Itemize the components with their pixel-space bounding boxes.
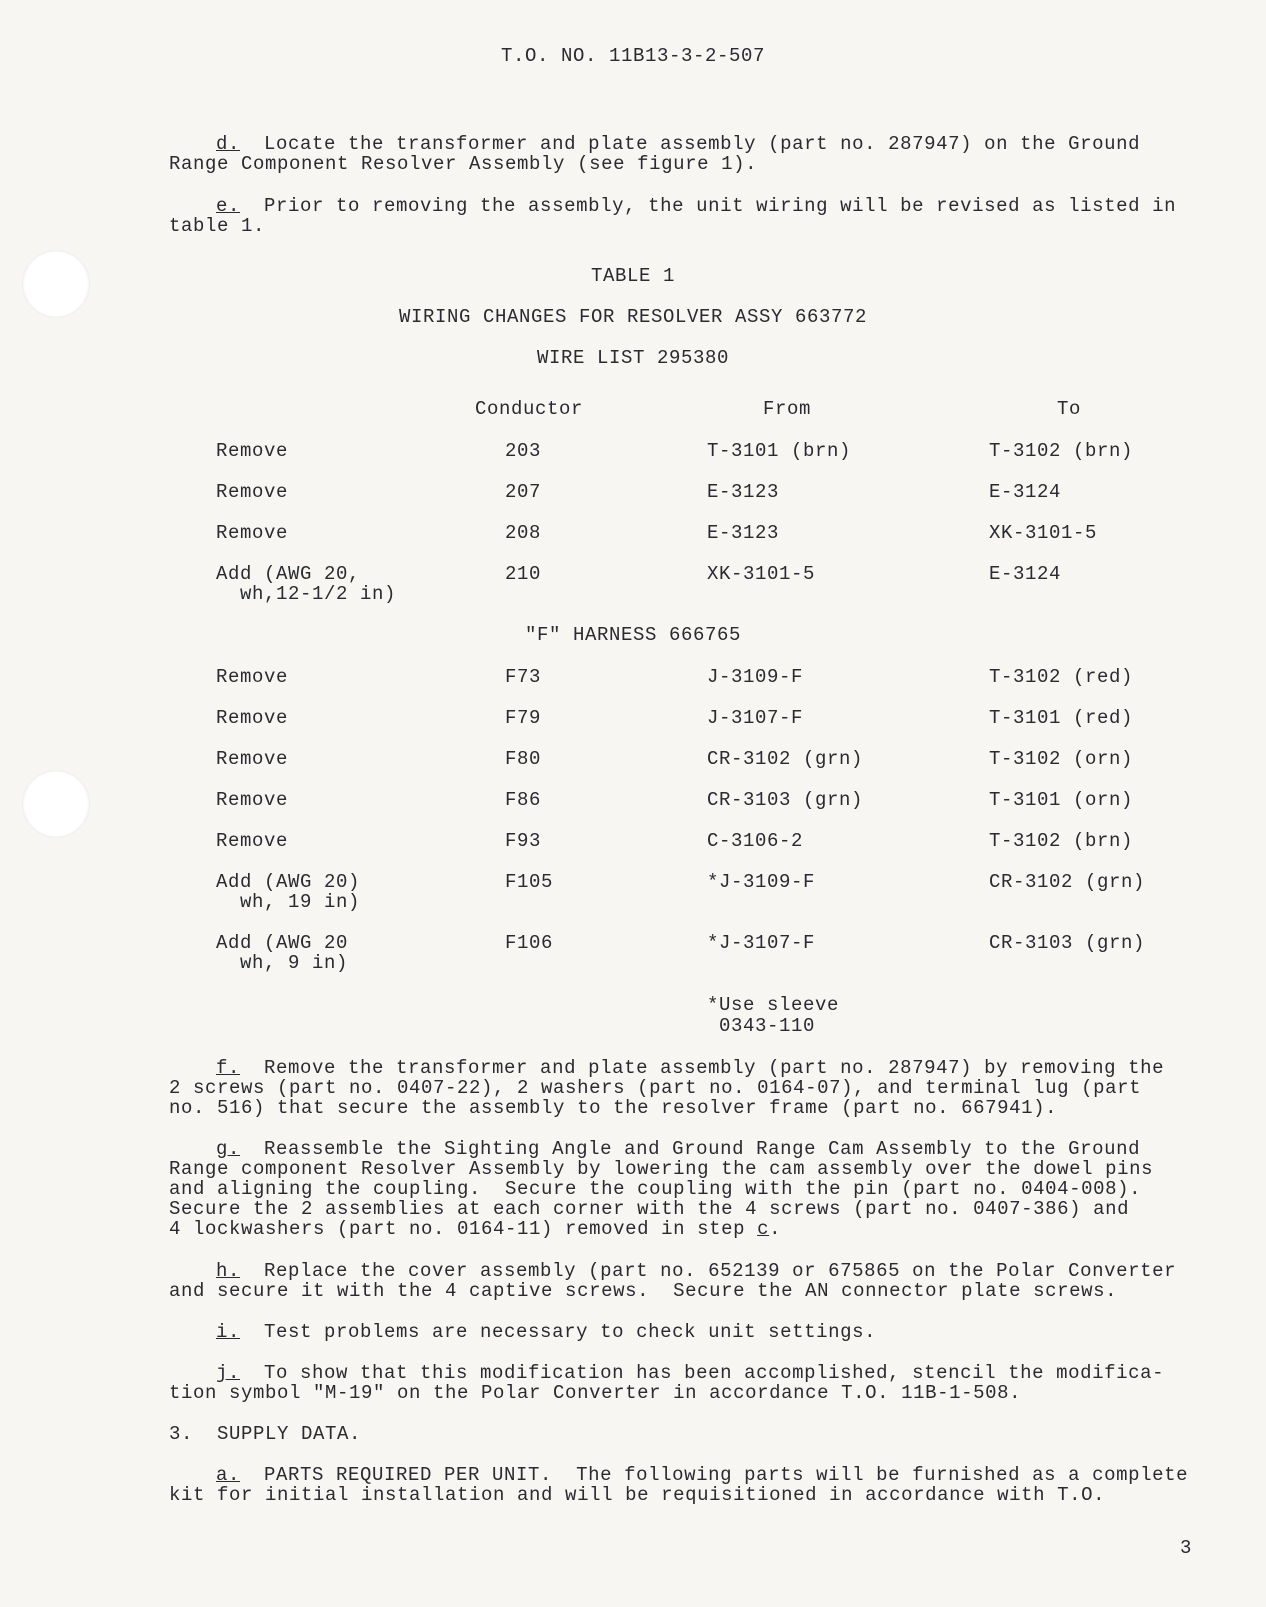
row-from: T-3101 (brn): [707, 440, 852, 462]
para-g-line-3: and aligning the coupling. Secure the coupling with the pin (part no. 0404-008).: [169, 1178, 1142, 1200]
row-action: Remove: [216, 707, 289, 729]
row-conductor: F80: [505, 748, 542, 770]
para-3a-line-2: kit for initial installation and will be requisitioned in accordance with T.O.: [169, 1484, 1106, 1506]
harness-heading: "F" HARNESS 666765: [524, 624, 742, 646]
column-header-to: To: [1057, 398, 1082, 420]
column-header-from: From: [763, 398, 812, 420]
para-d-marker: d.: [216, 133, 241, 155]
para-h-line-1: h. Replace the cover assembly (part no. 652139 or 675865 on the Polar Converter: [216, 1260, 1177, 1282]
para-j-line-1: j. To show that this modification has been accomplished, stencil the modifica-: [216, 1362, 1165, 1384]
para-3a-marker: a.: [216, 1464, 241, 1486]
row-from: *J-3107-F: [707, 932, 816, 954]
row-to: T-3102 (red): [989, 666, 1134, 688]
table-wire-list: WIRE LIST 295380: [536, 347, 730, 369]
row-conductor: F105: [505, 871, 554, 893]
row-action: Remove: [216, 666, 289, 688]
row-to: E-3124: [989, 563, 1062, 585]
row-action: Add (AWG 20): [216, 871, 361, 893]
para-e-marker: e.: [216, 195, 241, 217]
row-conductor: F86: [505, 789, 542, 811]
row-to: T-3101 (red): [989, 707, 1134, 729]
row-conductor: 210: [505, 563, 542, 585]
para-f-line-2: 2 screws (part no. 0407-22), 2 washers (part no. 0164-07), and terminal lug (part: [169, 1077, 1142, 1099]
column-header-conductor: Conductor: [475, 398, 584, 420]
row-conductor: F93: [505, 830, 542, 852]
row-from: *J-3109-F: [707, 871, 816, 893]
para-i-marker: i.: [216, 1321, 241, 1343]
row-action: Remove: [216, 522, 289, 544]
table-footnote-continued: 0343-110: [707, 1015, 816, 1037]
row-from: J-3107-F: [707, 707, 804, 729]
row-action: Add (AWG 20,: [216, 563, 361, 585]
row-from: CR-3102 (grn): [707, 748, 864, 770]
row-to: CR-3103 (grn): [989, 932, 1146, 954]
row-to: T-3102 (brn): [989, 830, 1134, 852]
para-e-line-1: e. Prior to removing the assembly, the unit wiring will be revised as listed in: [216, 195, 1177, 217]
row-from: E-3123: [707, 481, 780, 503]
row-action: Add (AWG 20: [216, 932, 349, 954]
to-number-header: T.O. NO. 11B13-3-2-507: [500, 45, 766, 67]
row-to: T-3102 (orn): [989, 748, 1134, 770]
page-number: 3: [1180, 1537, 1193, 1559]
row-action: Remove: [216, 748, 289, 770]
para-f-line-3: no. 516) that secure the assembly to the resolver frame (part no. 667941).: [169, 1097, 1058, 1119]
para-d-line-2: Range Component Resolver Assembly (see figure 1).: [169, 153, 758, 175]
row-from: CR-3103 (grn): [707, 789, 864, 811]
row-conductor: F106: [505, 932, 554, 954]
row-from: E-3123: [707, 522, 780, 544]
row-conductor: 208: [505, 522, 542, 544]
step-reference: c: [757, 1218, 770, 1240]
para-g-line-2: Range component Resolver Assembly by lowering the cam assembly over the dowel pins: [169, 1158, 1154, 1180]
para-g-line-5: 4 lockwashers (part no. 0164-11) removed in step c.: [169, 1218, 782, 1240]
para-f-line-1: f. Remove the transformer and plate assembly (part no. 287947) by removing the: [216, 1057, 1165, 1079]
para-g-marker: g.: [216, 1138, 241, 1160]
row-to: XK-3101-5: [989, 522, 1098, 544]
row-action: Remove: [216, 481, 289, 503]
row-action-continued: wh,12-1/2 in): [216, 583, 397, 605]
para-j-marker: j.: [216, 1362, 241, 1384]
section-3-heading: 3. SUPPLY DATA.: [169, 1423, 362, 1445]
table-title: TABLE 1: [590, 265, 675, 287]
para-f-marker: f.: [216, 1057, 241, 1079]
row-action: Remove: [216, 440, 289, 462]
para-g-line-4: Secure the 2 assemblies at each corner with the 4 screws (part no. 0407-386) and: [169, 1198, 1130, 1220]
para-h-marker: h.: [216, 1260, 241, 1282]
row-conductor: F73: [505, 666, 542, 688]
para-i-line-1: i. Test problems are necessary to check unit settings.: [216, 1321, 877, 1343]
table-footnote: *Use sleeve: [707, 994, 840, 1016]
para-j-line-2: tion symbol "M-19" on the Polar Converter in accordance T.O. 11B-1-508.: [169, 1382, 1022, 1404]
row-action-continued: wh, 19 in): [216, 891, 361, 913]
para-3a-line-1: a. PARTS REQUIRED PER UNIT. The following parts will be furnished as a complete: [216, 1464, 1189, 1486]
row-action: Remove: [216, 789, 289, 811]
row-to: T-3102 (brn): [989, 440, 1134, 462]
row-from: XK-3101-5: [707, 563, 816, 585]
row-to: CR-3102 (grn): [989, 871, 1146, 893]
row-from: J-3109-F: [707, 666, 804, 688]
row-conductor: 203: [505, 440, 542, 462]
row-action: Remove: [216, 830, 289, 852]
binder-hole: [22, 770, 90, 838]
para-h-line-2: and secure it with the 4 captive screws. Secure the AN connector plate screws.: [169, 1280, 1118, 1302]
row-conductor: F79: [505, 707, 542, 729]
para-e-line-2: table 1.: [169, 215, 266, 237]
para-d-line-1: d. Locate the transformer and plate assembly (part no. 287947) on the Ground: [216, 133, 1141, 155]
row-to: T-3101 (orn): [989, 789, 1134, 811]
row-conductor: 207: [505, 481, 542, 503]
row-to: E-3124: [989, 481, 1062, 503]
table-subtitle: WIRING CHANGES FOR RESOLVER ASSY 663772: [398, 306, 868, 328]
para-g-line-1: g. Reassemble the Sighting Angle and Ground Range Cam Assembly to the Ground: [216, 1138, 1141, 1160]
row-action-continued: wh, 9 in): [216, 952, 349, 974]
row-from: C-3106-2: [707, 830, 804, 852]
